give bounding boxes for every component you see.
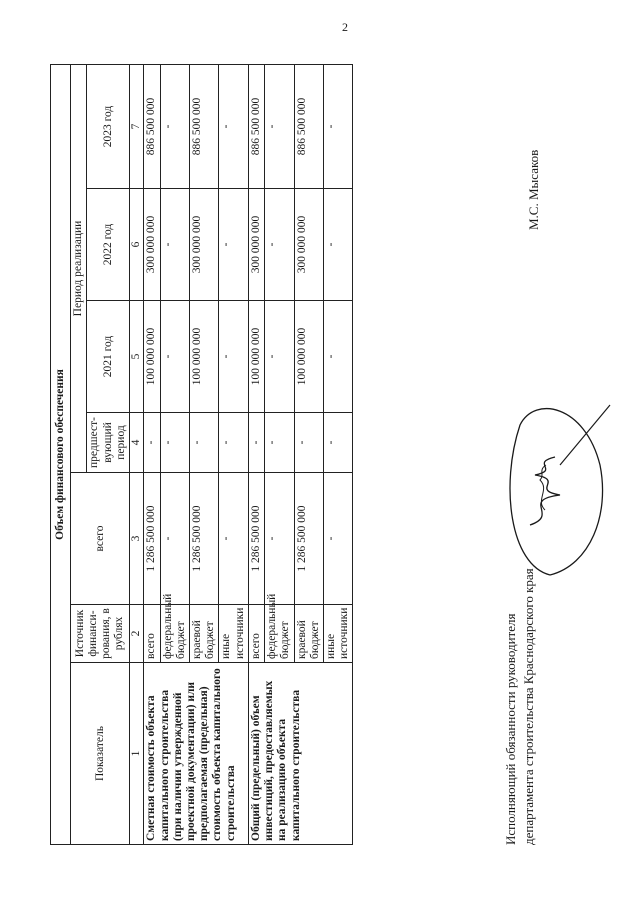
source-cell: иные источники bbox=[219, 605, 248, 663]
y2021-cell: - bbox=[265, 301, 294, 413]
total-cell: - bbox=[160, 473, 189, 605]
source-cell: всего bbox=[144, 605, 160, 663]
table-row bbox=[248, 65, 264, 845]
prior-cell: - bbox=[144, 413, 160, 473]
y2023-cell: - bbox=[219, 65, 248, 189]
y2021-cell: - bbox=[219, 301, 248, 413]
y2022-cell: 300 000 000 bbox=[189, 189, 218, 301]
prior-cell: - bbox=[323, 413, 352, 473]
position-line-1: Исполняющий обязанности руководителя bbox=[503, 613, 518, 845]
header-source: Источник финанси-рования, в рублях bbox=[71, 605, 130, 663]
y2022-cell: - bbox=[219, 189, 248, 301]
y2022-cell: 300 000 000 bbox=[144, 189, 160, 301]
signatory-position bbox=[502, 568, 537, 845]
total-cell: 1 286 500 000 bbox=[248, 473, 264, 605]
col-number: 2 bbox=[130, 605, 144, 663]
header-2021: 2021 год bbox=[87, 301, 130, 413]
col-number: 5 bbox=[130, 301, 144, 413]
total-cell: - bbox=[323, 473, 352, 605]
handwritten-signature bbox=[490, 395, 620, 595]
col-number: 1 bbox=[130, 663, 144, 845]
prior-cell: - bbox=[294, 413, 323, 473]
header-total: всего bbox=[71, 473, 130, 605]
header-2022: 2022 год bbox=[87, 189, 130, 301]
col-number: 7 bbox=[130, 65, 144, 189]
indicator-cell: Общий (предельный) объем инвестиций, предоставляемых на реализацию объекта капитального строительства bbox=[248, 663, 353, 845]
table-row bbox=[144, 65, 160, 845]
y2023-cell: 886 500 000 bbox=[144, 65, 160, 189]
source-cell: краевой бюджет bbox=[294, 605, 323, 663]
source-cell: иные источники bbox=[323, 605, 352, 663]
prior-cell: - bbox=[248, 413, 264, 473]
y2022-cell: - bbox=[265, 189, 294, 301]
y2023-cell: 886 500 000 bbox=[248, 65, 264, 189]
financing-table bbox=[50, 64, 353, 845]
prior-cell: - bbox=[219, 413, 248, 473]
prior-cell: - bbox=[160, 413, 189, 473]
y2021-cell: 100 000 000 bbox=[248, 301, 264, 413]
total-cell: - bbox=[219, 473, 248, 605]
y2023-cell: - bbox=[323, 65, 352, 189]
y2021-cell: - bbox=[323, 301, 352, 413]
prior-cell: - bbox=[189, 413, 218, 473]
total-cell: 1 286 500 000 bbox=[294, 473, 323, 605]
y2023-cell: - bbox=[265, 65, 294, 189]
header-period: Период реализации bbox=[71, 65, 87, 473]
total-cell: - bbox=[265, 473, 294, 605]
y2021-cell: - bbox=[160, 301, 189, 413]
y2023-cell: 886 500 000 bbox=[189, 65, 218, 189]
total-cell: 1 286 500 000 bbox=[144, 473, 160, 605]
source-cell: федеральный бюджет bbox=[160, 605, 189, 663]
y2022-cell: - bbox=[160, 189, 189, 301]
header-prior: предшест-вующий период bbox=[87, 413, 130, 473]
table-title: Объем финансового обеспечения bbox=[51, 65, 71, 845]
col-number: 3 bbox=[130, 473, 144, 605]
col-number: 4 bbox=[130, 413, 144, 473]
y2023-cell: 886 500 000 bbox=[294, 65, 323, 189]
indicator-cell: Сметная стоимость объекта капитального строительства (при наличии утвержденной проектной документации) или предполагаемая (предельная) стоимость объекта капитального строительства bbox=[144, 663, 249, 845]
page-number: 2 bbox=[342, 20, 348, 34]
total-cell: 1 286 500 000 bbox=[189, 473, 218, 605]
y2021-cell: 100 000 000 bbox=[144, 301, 160, 413]
header-2023: 2023 год bbox=[87, 65, 130, 189]
signatory-name: М.С. Мысаков bbox=[526, 149, 541, 230]
prior-cell: - bbox=[265, 413, 294, 473]
y2023-cell: - bbox=[160, 65, 189, 189]
rotated-content bbox=[50, 65, 590, 845]
source-cell: федеральный бюджет bbox=[265, 605, 294, 663]
y2022-cell: 300 000 000 bbox=[248, 189, 264, 301]
header-indicator: Показатель bbox=[71, 663, 130, 845]
col-number: 6 bbox=[130, 189, 144, 301]
source-cell: всего bbox=[248, 605, 264, 663]
y2021-cell: 100 000 000 bbox=[189, 301, 218, 413]
source-cell: краевой бюджет bbox=[189, 605, 218, 663]
y2022-cell: - bbox=[323, 189, 352, 301]
y2021-cell: 100 000 000 bbox=[294, 301, 323, 413]
y2022-cell: 300 000 000 bbox=[294, 189, 323, 301]
position-line-2: департамента строительства Краснодарского края bbox=[520, 568, 536, 845]
